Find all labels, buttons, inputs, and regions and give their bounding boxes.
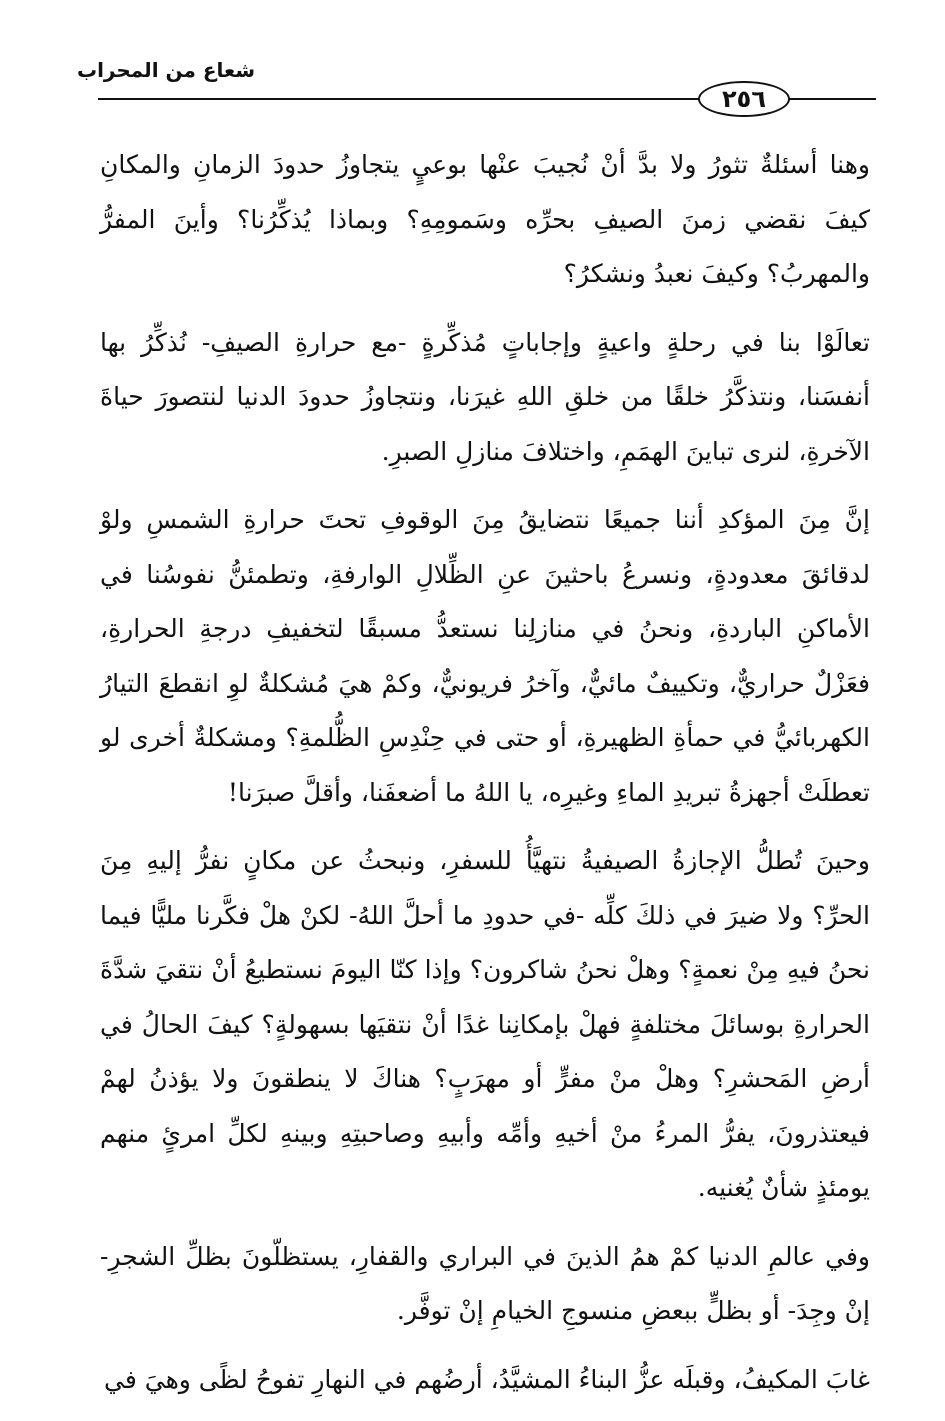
running-title: شعاع من المحراب xyxy=(76,58,255,82)
page-number: ٢٥٦ xyxy=(698,81,790,117)
paragraph-1: وهنا أسئلةٌ تثورُ ولا بدَّ أنْ نُجيبَ عنْها بوعيٍ يتجاوزُ حدودَ الزمانِ والمكانِ كيفَ نقضي زمنَ الصيفِ بحرِّه وسَمومِهِ؟ وبماذا يُذكِّرُنا؟ وأينَ المفرُّ والمهربُ؟ وكيفَ نعبدُ ونشكرُ؟ xyxy=(100,150,870,288)
paragraph-4: وحينَ تُطلُّ الإجازةُ الصيفيةُ نتهيَّأُ للسفرِ، ونبحثُ عن مكانٍ نفرُّ إليهِ مِنَ الحرِّ؟ ولا ضيرَ في ذلكَ كلِّه -في حدودِ ما أحلَّ اللهُ- لكنْ هلْ فكَّرنا مليًّا فيما نحنُ فيهِ مِنْ نعمةٍ؟ وهلْ نحنُ شاكرون؟ وإذا كنّا اليومَ نستطيعُ أنْ نتقيَ شدَّةَ الحرارةِ بوسائلَ مختلفةٍ فهلْ بإمكانِنا غدًا أنْ نتقيَها بسهولةٍ؟ كيفَ الحالُ في أرضِ المَحشرِ؟ وهلْ منْ مفرٍّ أو مهرَبٍ؟ هناكَ لا ينطقونَ ولا يؤذنُ لهمْ فيعتذرونَ، يفرُّ المرءُ منْ أخيهِ وأمِّه وأبيهِ وصاحبتِهِ وبينهِ لكلِّ امرئٍ منهم يومئذٍ شأنٌ يُغنيه. xyxy=(100,846,870,1202)
paragraph-5: وفي عالمِ الدنيا كمْ همُ الذينَ في البراري والقفارِ، يستظلّونَ بظلِّ الشجرِ- إنْ وجِدَ- أو بظلٍّ ببعضِ منسوجِ الخيامِ إنْ توفَّر. xyxy=(100,1241,870,1325)
text-body xyxy=(100,138,870,1421)
paragraph-2: تعالَوْا بنا في رحلةٍ واعيةٍ وإجاباتٍ مُذكِّرةٍ -مع حرارةِ الصيفِ- نُذكِّرُ بها أنفسَنا، ونتذكَّرُ خلقًا من خلقِ اللهِ غيرَنا، ونتجاوزُ حدودَ الدنيا لنتصورَ حياةَ الآخرةِ، لنرى تباينَ الهمَمِ، واختلافَ منازلِ الصبرِ. xyxy=(100,327,870,466)
paragraph-3: إنَّ مِنَ المؤكدِ أننا جميعًا نتضايقُ مِنَ الوقوفِ تحتَ حرارةِ الشمسِ ولوْ لدقائقَ معدودةٍ، ونسرعُ باحثينَ عنِ الظِّلالِ الوارفةِ، وتطمئنُّ نفوسُنا في الأماكنِ الباردةِ، ونحنُ في منازلِنا نستعدُّ مسبقًا لتخفيفِ درجةِ الحرارةِ، فعَزْلٌ حراريٌّ، وتكييفٌ مائيٌّ، وآخرُ فريونيٌّ، وكمْ هيَ مُشكلةٌ لوِ انقطعَ التيارُ الكهربائيُّ في حمأةِ الظهيرةِ، أو حتى في حِنْدِسِ الظُّلمةِ؟ ومشكلةٌ أخرى لو تعطلَتْ أجهزةُ تبريدِ الماءِ وغيرِه، يا اللهُ ما أضعفَنا، وأقلَّ صبرَنا! xyxy=(100,505,870,807)
paragraph-6: غابَ المكيفُ، وقبلَه عزُّ البناءُ المشيَّدُ، أرضُهم في النهارِ تفوحُ لظًى وهيَ في xyxy=(104,1364,870,1394)
